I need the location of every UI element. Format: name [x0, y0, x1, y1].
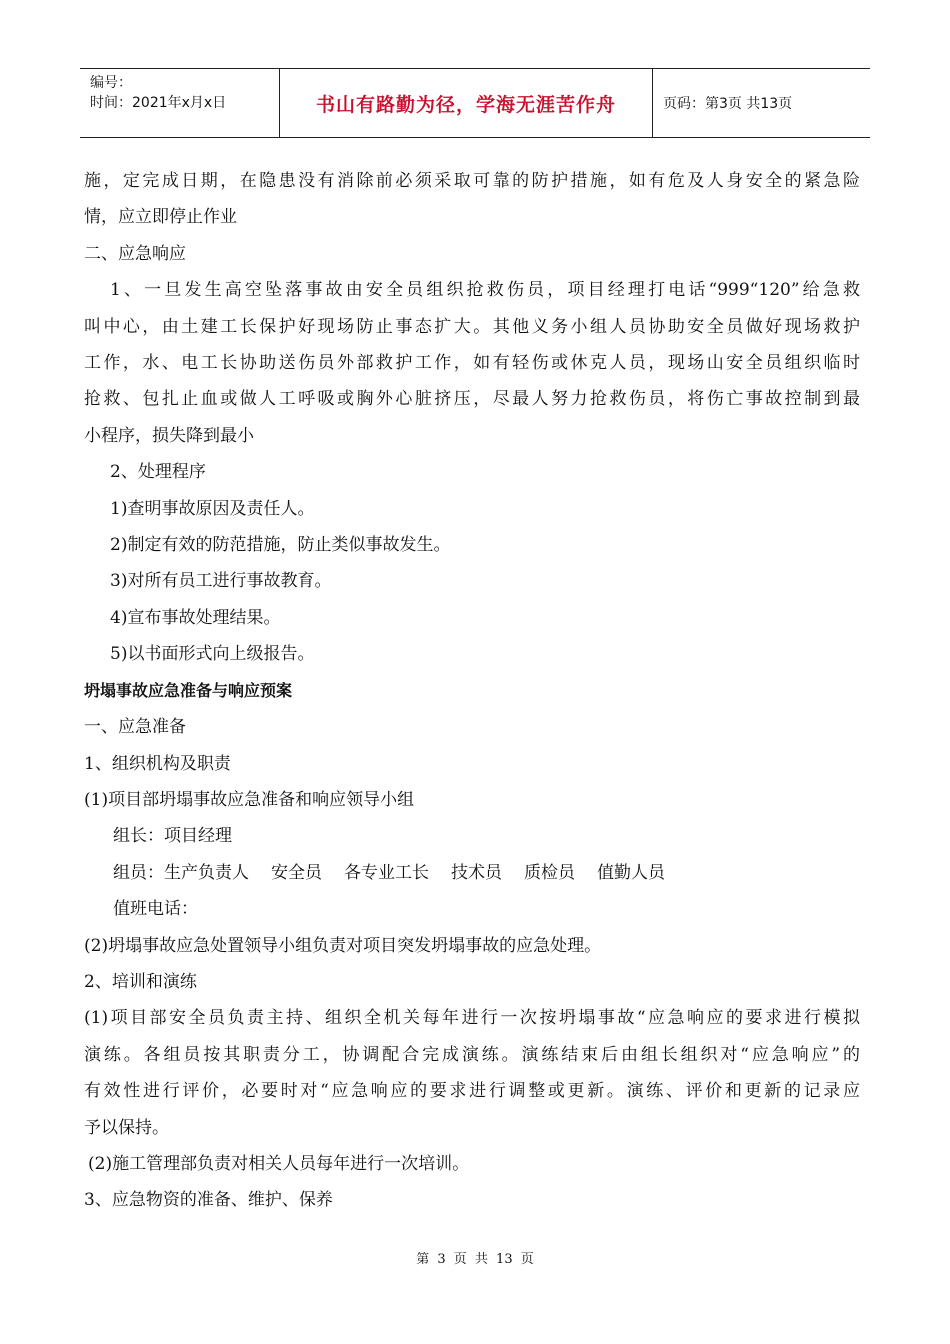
list-item: 4)宣布事故处理结果。 — [110, 607, 281, 628]
body-line: 演练。各组员按其职责分工，协调配合完成演练。演练结束后由组长组织对“应急响应”的 — [84, 1044, 860, 1065]
list-item: 1)查明事故原因及责任人。 — [110, 498, 315, 519]
body-line: 有效性进行评价，必要时对“应急响应的要求进行调整或更新。演练、评价和更新的记录应 — [84, 1081, 860, 1102]
body-line: 值班电话： — [113, 899, 198, 920]
member: 安全员 — [271, 862, 322, 883]
member: 组员：生产负责人 — [113, 862, 249, 883]
subsection-heading: 3、应急物资的准备、维护、保养 — [84, 1190, 333, 1211]
subsection-heading: 2、培训和演练 — [84, 971, 197, 992]
body-line: 1、一旦发生高空坠落事故由安全员组织抢救伤员，项目经理打电话“999“120”给急救 — [110, 280, 860, 301]
page-header — [80, 68, 870, 138]
document-number-label: 编号： — [90, 75, 132, 91]
member: 值勤人员 — [597, 862, 665, 883]
body-line: 情，应立即停止作业 — [84, 207, 237, 228]
body-line: 叫中心，由土建工长保护好现场防止事态扩大。其他义务小组人员协助安全员做好现场救护 — [84, 316, 860, 337]
subsection-heading: 2、处理程序 — [110, 462, 206, 483]
body-line: 抢救、包扎止血或做人工呼吸或胸外心脏挤压，尽最人努力抢救伤员，将伤亡事故控制到最 — [84, 389, 860, 410]
member: 技术员 — [451, 862, 502, 883]
subsection-heading: 1、组织机构及职责 — [84, 753, 231, 774]
body-line: (1)项目部安全员负责主持、组织全机关每年进行一次按坍塌事故“应急响应的要求进行模拟 — [84, 1008, 860, 1029]
list-item: 3)对所有员工进行事故教育。 — [110, 571, 332, 592]
body-line: (1)项目部坍塌事故应急准备和响应领导小组 — [84, 789, 415, 810]
body-line: 工作，水、电工长协助送伤员外部救护工作，如有轻伤或休克人员，现场山安全员组织临时 — [84, 353, 860, 374]
document-time-label: 时间：2021年x月x日 — [90, 95, 227, 111]
document-body — [84, 163, 860, 1219]
section-heading: 一、应急准备 — [84, 717, 186, 738]
member: 各专业工长 — [344, 862, 429, 883]
page-footer: 第 3 页 共 13 页 — [416, 1252, 534, 1267]
body-line: 施，定完成日期，在隐患没有消除前必须采取可靠的防护措施，如有危及人身安全的紧急险 — [84, 171, 860, 191]
members-line — [84, 855, 860, 891]
header-motto: 书山有路勤为径，学海无涯苦作舟 — [280, 69, 653, 137]
list-item: 5)以书面形式向上级报告。 — [110, 644, 315, 665]
body-line: 组长：项目经理 — [113, 826, 232, 847]
body-line: 予以保持。 — [84, 1117, 169, 1138]
list-item: 2)制定有效的防范措施，防止类似事故发生。 — [110, 535, 451, 556]
body-line: 小程序，损失降到最小 — [84, 425, 254, 446]
section-heading: 二、应急响应 — [84, 243, 186, 264]
body-line: (2)坍塌事故应急处置领导小组负责对项目突发坍塌事故的应急处理。 — [84, 935, 602, 956]
header-page-info: 页码：第3页 共13页 — [663, 96, 793, 112]
plan-title: 坍塌事故应急准备与响应预案 — [84, 680, 293, 700]
header-meta — [80, 69, 280, 137]
body-line: (2)施工管理部负责对相关人员每年进行一次培训。 — [88, 1153, 470, 1174]
member: 质检员 — [524, 862, 575, 883]
